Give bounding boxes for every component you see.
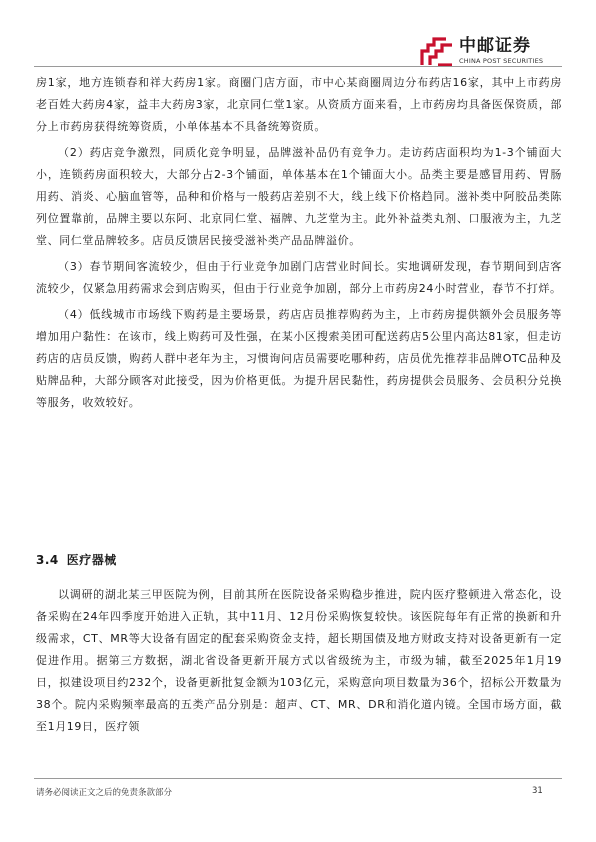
footer-divider <box>34 778 562 779</box>
section-body-text <box>36 584 562 738</box>
brand-name-en: CHINA POST SECURITIES <box>459 57 544 65</box>
paragraph-spring-festival: （3）春节期间客流较少，但由于行业竞争加剧门店营业时间长。实地调研发现，春节期间到店客流较少，仅紧急用药需求会到店购买，但由于行业竞争加剧，部分上市药房24小时营业，春节不打烊。 <box>36 260 562 295</box>
disclaimer-note: 请务必阅读正文之后的免责条款部分 <box>36 788 173 798</box>
paragraph-medical-devices: 以调研的湖北某三甲医院为例，目前其所在医院设备采购稳步推进，院内医疗整顿进入常态化，设备采购在24年四季度开始进入正轨，其中11月、12月份采购恢复较快。该医院每年有正常的换新和升级需求，CT、MR等大设备有固定的配套采购资金支持，超长期国债及地方财政支持对设备更新有一定促进作用。据第三方数据，湖北省设备更新开展方式以省级统为主，市级为辅，截至2025年1月19日，拟建设项目约232个，设备更新批复金额为103亿元，采购意向项目数量为36个，招标公开数量为38个。院内采购频率最高的五类产品分别是：超声、CT、MR、DR和消化道内镜。全国市场方面，截至1月19日，医疗领 <box>36 588 562 733</box>
section-title: 医疗器械 <box>66 553 117 567</box>
header-divider <box>34 66 562 67</box>
brand-name-cn: 中邮证券 <box>459 36 531 56</box>
page-number: 31 <box>532 786 543 796</box>
china-post-logo-icon <box>420 34 454 68</box>
company-logo <box>420 34 560 70</box>
section-number: 3.4 <box>36 553 59 567</box>
paragraph-store-competition: （2）药店竞争激烈，同质化竞争明显，品牌滋补品仍有竞争力。走访药店面积均为1-3个铺面大小，连锁药房面积较大，大部分占2-3个铺面，单体基本在1个铺面大小。品类主要是感冒用药、胃肠用药、消炎、心脑血管等，品种和价格与一般药店差别不大，线上线下价格趋同。滋补类中阿胶品类陈列位置靠前，品牌主要以东阿、北京同仁堂、福牌、九芝堂为主。此外补益类丸剂、口服液为主，九芝堂、同仁堂品牌较多。店员反馈居民接受滋补类产品品牌溢价。 <box>36 146 562 247</box>
body-text <box>36 72 562 414</box>
paragraph-continued: 房1家，地方连锁春和祥大药房1家。商圈门店方面，市中心某商圈周边分布药店16家，其中上市药房老百姓大药房4家，益丰大药房3家，北京同仁堂1家。从资质方面来看，上市药房均具备医保资质，部分上市药房获得统筹资质，小单体基本不具备统筹资质。 <box>36 76 562 133</box>
paragraph-low-tier-cities: （4）低线城市市场线下购药是主要场景，药店店员推荐购药为主，上市药房提供额外会员服务等增加用户黏性：在该市，线上购药可及性强，在某小区搜索美团可配送药店5公里内高达81家，但走访药店的店员反馈，购药人群中老年为主，习惯询问店员需要吃哪种药，店员优先推荐非品牌OTC品种及贴牌品种，大部分顾客对此接受，因为价格更低。为提升居民黏性，药房提供会员服务、会员积分兑换等服务，收效较好。 <box>36 308 562 409</box>
section-heading <box>36 551 117 568</box>
